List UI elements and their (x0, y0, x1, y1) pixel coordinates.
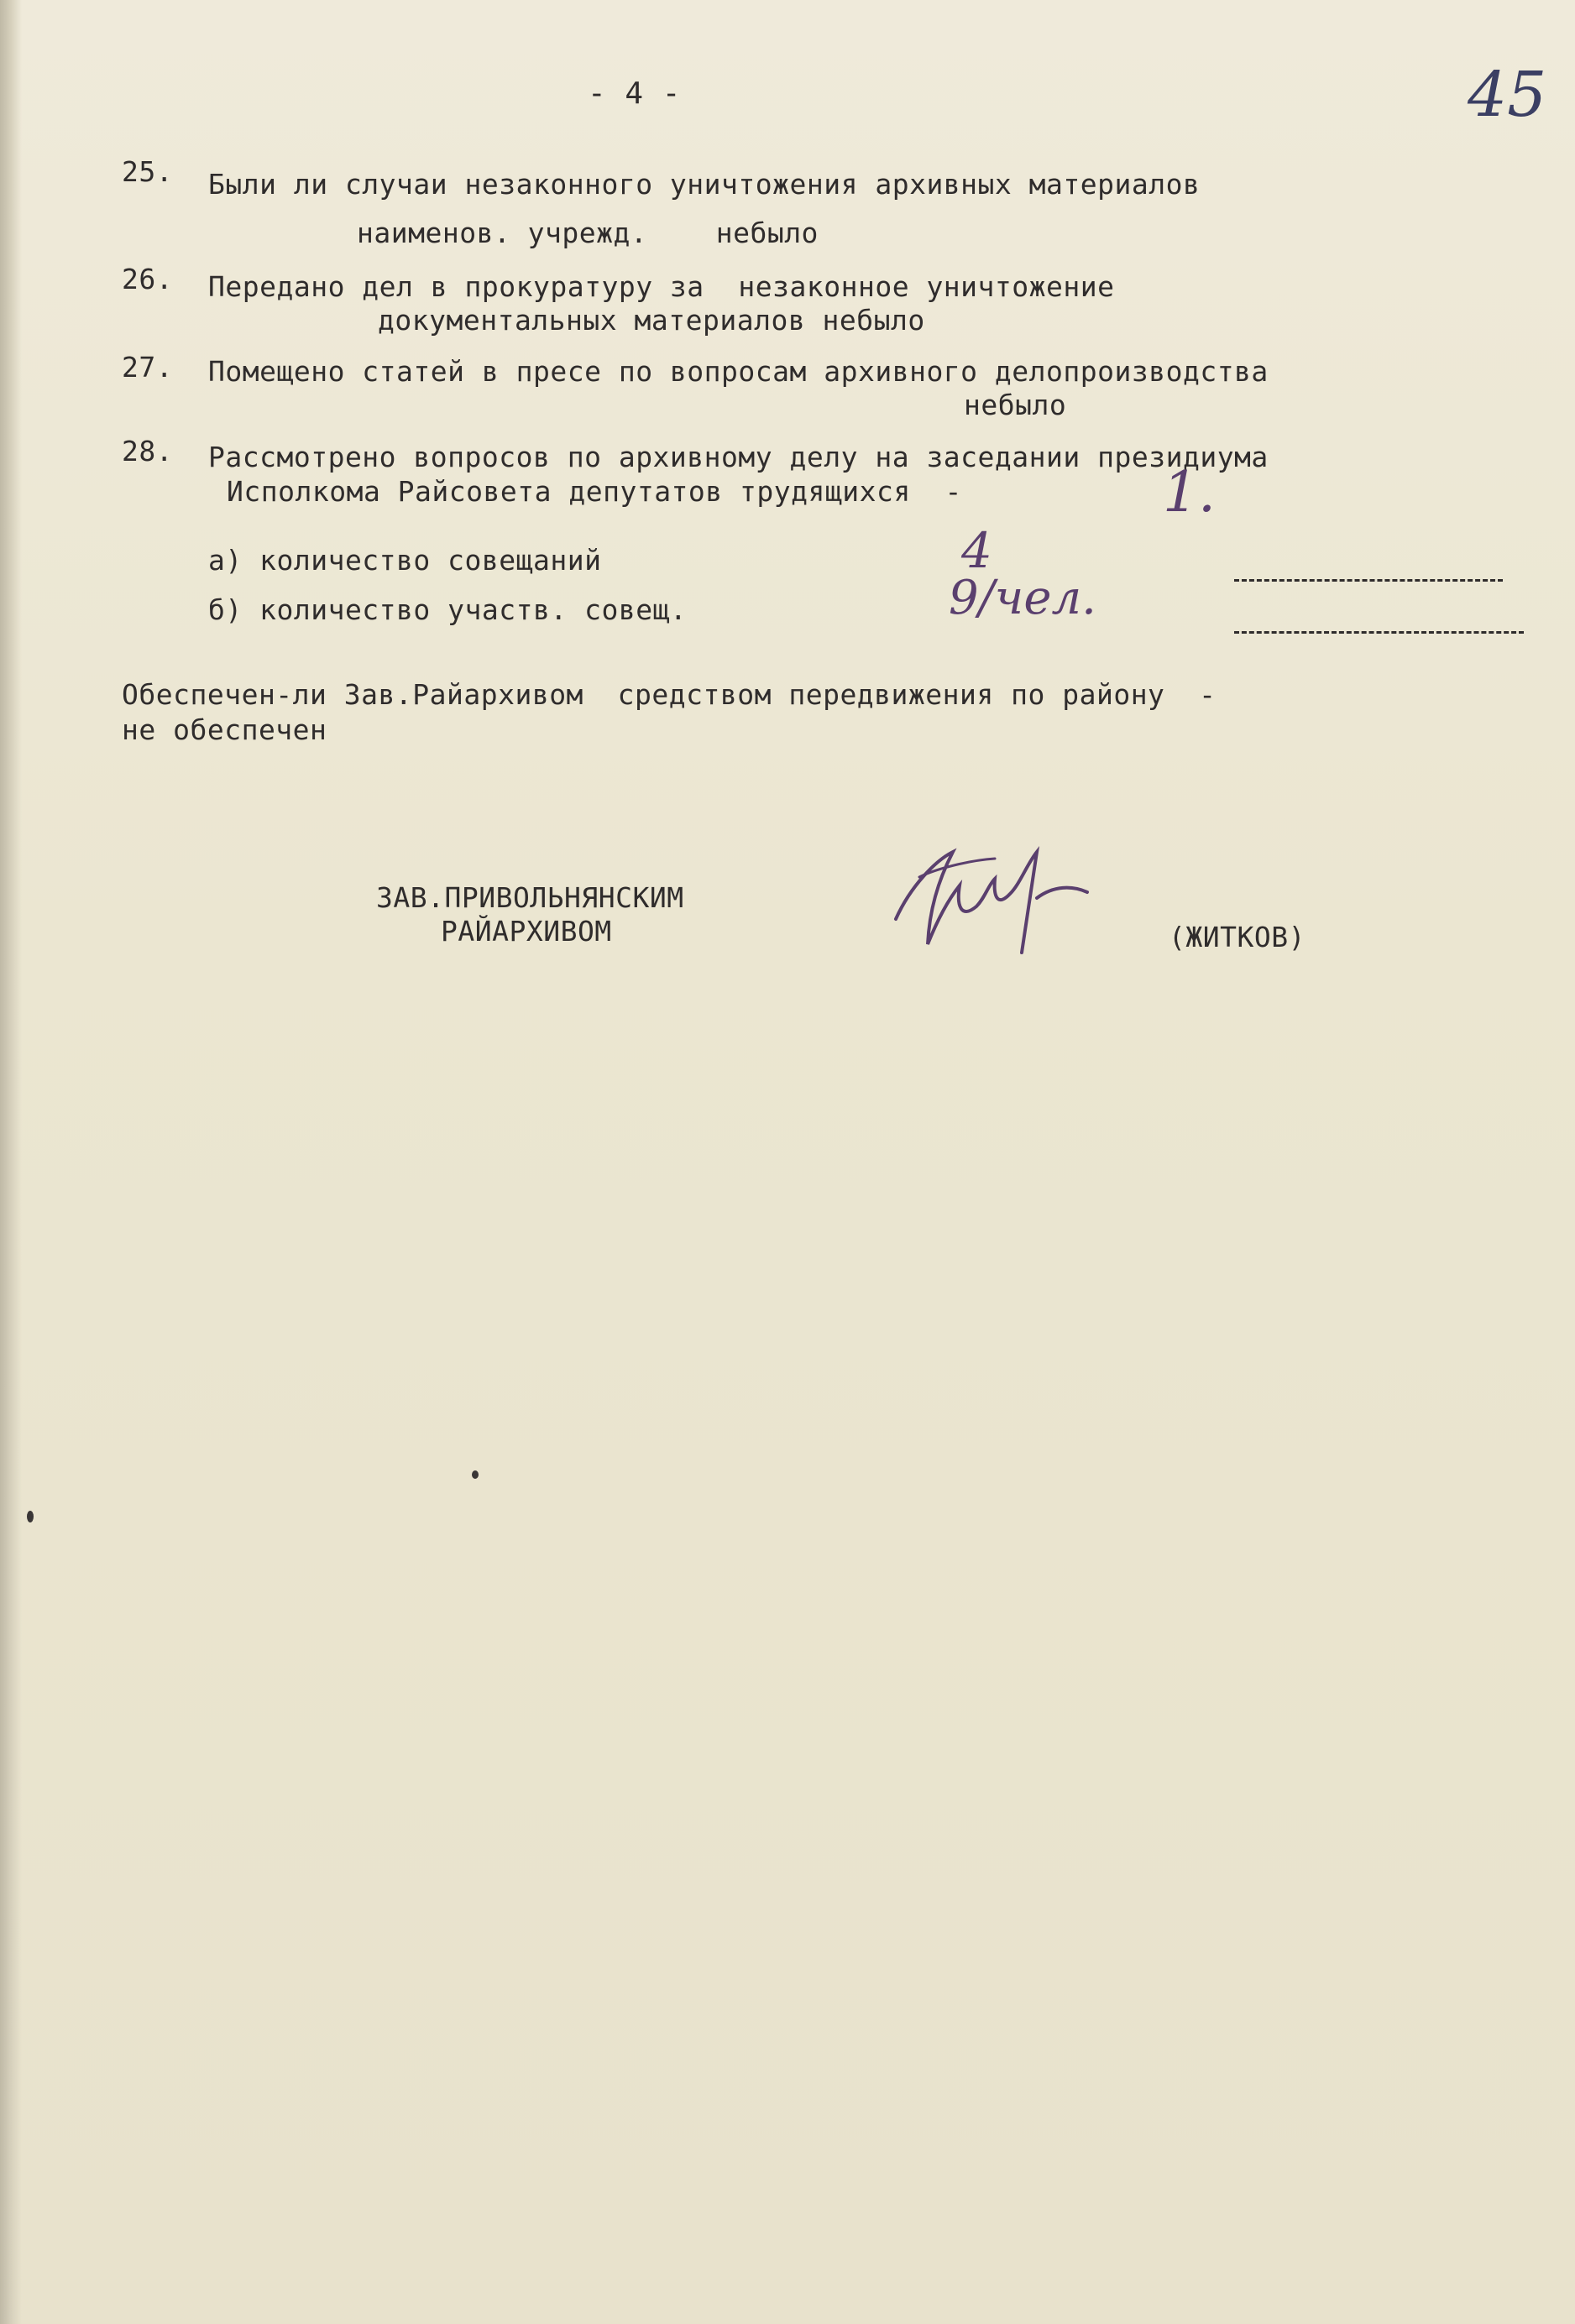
archive-sheet-number: 45 (1468, 59, 1547, 131)
subitem-label: б) количество участв. совещ. (208, 593, 688, 626)
item-text: Рассмотрено вопросов по архивному делу на заседании президиума (208, 441, 1269, 473)
paper-speck (27, 1511, 34, 1522)
item-answer: наименов. учрежд. небыло (357, 217, 819, 249)
handwritten-meetings-count: 4 (961, 522, 992, 579)
handwritten-count: 1. (1163, 460, 1216, 525)
subitem-label: а) количество совещаний (208, 544, 602, 577)
signature-title: ЗАВ.ПРИВОЛЬНЯНСКИМ (376, 881, 684, 914)
item-answer: Исполкома Райсовета депутатов трудящихся - (227, 475, 962, 508)
item-number: 25. (122, 155, 174, 188)
paper-speck (472, 1470, 479, 1479)
blank-line (1234, 631, 1524, 634)
page-edge-shadow (0, 0, 22, 2324)
item-text: Были ли случаи незаконного уничтожения архивных материалов (208, 168, 1201, 201)
item-number: 28. (122, 435, 174, 467)
handwritten-participants: 9/чел. (949, 571, 1096, 625)
item-number: 27. (122, 351, 174, 384)
item-text: Передано дел в прокуратуру за незаконное уничтожение (208, 270, 1115, 303)
item-text: Помещено статей в пресе по вопросам архивного делопроизводства (208, 355, 1269, 388)
blank-line (1234, 579, 1503, 582)
handwritten-signature (886, 827, 1096, 969)
signature-title: РАЙАРХИВОМ (441, 915, 612, 948)
page-number: - 4 - (588, 76, 681, 111)
signatory-name: (ЖИТКОВ) (1169, 921, 1306, 953)
item-number: 26. (122, 263, 174, 295)
transport-answer: не обеспечен (122, 713, 327, 746)
transport-question: Обеспечен-ли Зав.Райархивом средством передвижения по району - (122, 678, 1217, 711)
item-answer: документальных материалов небыло (378, 304, 925, 337)
item-answer: небыло (964, 389, 1067, 421)
